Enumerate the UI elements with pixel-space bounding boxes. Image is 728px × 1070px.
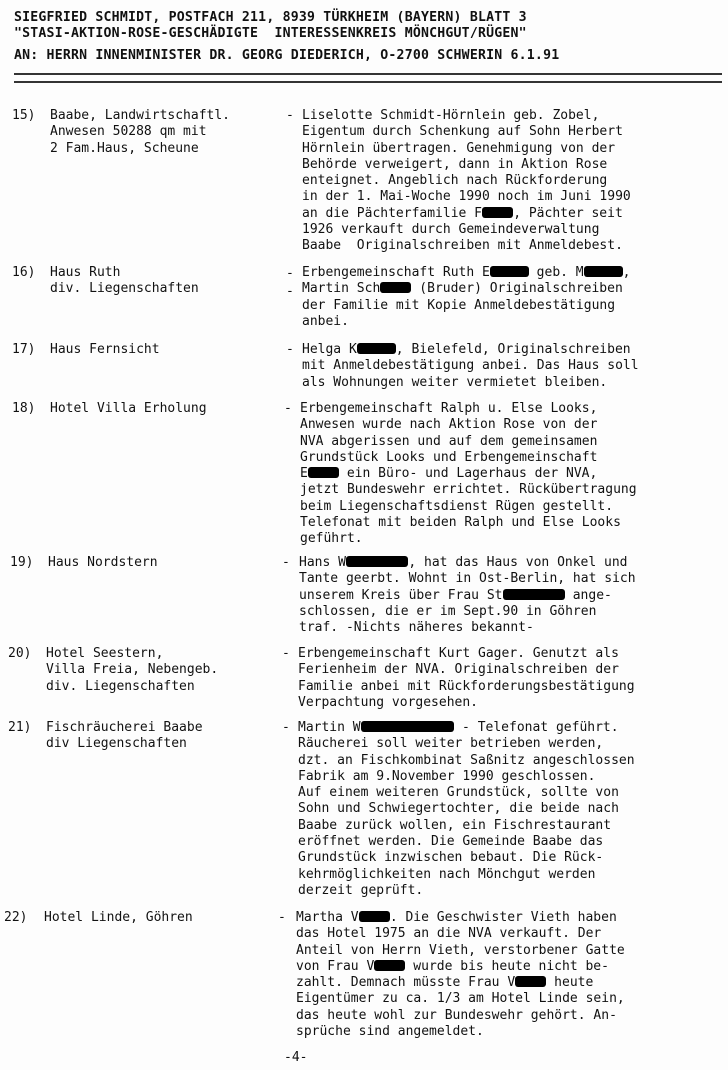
header-separator bbox=[14, 73, 722, 83]
entry-dash: - bbox=[278, 910, 286, 925]
entry-dash: - bbox=[284, 401, 292, 416]
subject-line: "STASI-AKTION-ROSE-GESCHÄDIGTE INTERESSENKREIS MÖNCHGUT/RÜGEN" bbox=[14, 26, 527, 41]
redaction-bar bbox=[490, 266, 529, 277]
entry-dash: - bbox=[282, 646, 290, 661]
entry-number: 19) bbox=[10, 555, 34, 570]
entry-property: Hotel Seestern, Villa Freia, Nebengeb. div. Liegenschaften bbox=[46, 646, 219, 694]
entry-number: 17) bbox=[12, 342, 36, 357]
entry-description: Erbengemeinschaft Ralph u. Else Looks, Anwesen wurde nach Aktion Rose von der NVA abgerissen und auf dem gemeinsamen Grundstück Looks und Erbengemeinschaft E ein Büro- und Lagerhaus der NVA, jetzt Bundeswehr errichtet. Rückübertragung beim Liegenschaftsdienst Rügen gestellt. Telefonat mit beiden Ralph und Else Looks geführt. bbox=[300, 401, 637, 547]
redaction-bar bbox=[346, 556, 408, 567]
entry-number: 20) bbox=[8, 646, 32, 661]
redaction-bar bbox=[308, 467, 339, 478]
recipient-line: AN: HERRN INNENMINISTER DR. GEORG DIEDERICH, O-2700 SCHWERIN 6.1.91 bbox=[14, 48, 560, 63]
entry-property: Haus Fernsicht bbox=[50, 342, 160, 357]
entry-number: 16) bbox=[12, 265, 36, 280]
redaction-bar bbox=[357, 343, 396, 354]
entry-description: Erbengemeinschaft Kurt Gager. Genutzt als Ferienheim der NVA. Originalschreiben der Familie anbei mit Rückforderungsbestätigung Verpachtung vorgesehen. bbox=[298, 646, 635, 710]
entry-dash: - - bbox=[286, 266, 294, 299]
entry-description: Martin W - Telefonat geführt. Räucherei soll weiter betrieben werden, dzt. an Fischkombinat Saßnitz angeschlossen Fabrik am 9.November 1990 geschlossen. Auf einem weiteren Grundstück, sollte von Sohn und Schwiegertochter, die beide nach Baabe zurück wollen, ein Fischrestaurant eröffnet werden. Die Gemeinde Baabe das Grundstück inzwischen bebaut. Die Rück- kehrmöglichkeiten nach Mönchgut werden derzeit geprüft. bbox=[298, 720, 635, 898]
redaction-bar bbox=[380, 282, 411, 293]
redaction-bar bbox=[359, 911, 390, 922]
entry-dash: - bbox=[286, 342, 294, 357]
entry-number: 21) bbox=[8, 720, 32, 735]
entry-property: Haus Ruth div. Liegenschaften bbox=[50, 265, 199, 297]
entry-number: 18) bbox=[12, 401, 36, 416]
redaction-bar bbox=[482, 207, 513, 218]
entry-property: Haus Nordstern bbox=[48, 555, 158, 570]
sender-line: SIEGFRIED SCHMIDT, POSTFACH 211, 8939 TÜRKHEIM (BAYERN) BLATT 3 bbox=[14, 10, 527, 25]
entry-description: Martha V . Die Geschwister Vieth haben das Hotel 1975 an die NVA verkauft. Der Anteil von Herrn Vieth, verstorbener Gatte von Frau V wurde bis heute nicht be- zahlt. Demnach müsste Frau V heute Eigentümer zu ca. 1/3 am Hotel Linde sein, das heute wohl zur Bundeswehr gehört. An- sprüche sind angemeldet. bbox=[296, 910, 625, 1040]
redaction-bar bbox=[503, 589, 565, 600]
page-number: -4- bbox=[284, 1050, 308, 1065]
entry-property: Fischräucherei Baabe div Liegenschaften bbox=[46, 720, 203, 752]
entry-description: Helga K , Bielefeld, Originalschreiben mit Anmeldebestätigung anbei. Das Haus soll als Wohnungen weiter vermietet bleiben. bbox=[302, 342, 639, 390]
entry-number: 22) bbox=[4, 910, 28, 925]
redaction-bar bbox=[515, 976, 546, 987]
entry-property: Hotel Villa Erholung bbox=[50, 401, 207, 416]
entry-dash: - bbox=[282, 720, 290, 735]
entry-description: Erbengemeinschaft Ruth E geb. M , Martin Sch (Bruder) Originalschreiben der Familie mit Kopie Anmeldebestätigung anbei. bbox=[302, 265, 631, 329]
redaction-bar bbox=[374, 960, 405, 971]
entry-description: Liselotte Schmidt-Hörnlein geb. Zobel, Eigentum durch Schenkung auf Sohn Herbert Hörnlein übertragen. Genehmigung von der Behörde verweigert, dann in Aktion Rose enteignet. Angeblich nach Rückforderung in der 1. Mai-Woche 1990 noch im Juni 1990 an die Pächterfamilie F , Pächter seit 1926 verkauft durch Gemeindeverwaltung Baabe Originalschreiben mit Anmeldebest. bbox=[302, 108, 631, 254]
entry-property: Hotel Linde, Göhren bbox=[44, 910, 193, 925]
entry-description: Hans W , hat das Haus von Onkel und Tante geerbt. Wohnt in Ost-Berlin, hat sich unserem Kreis über Frau St ange- schlossen, die er im Sept.90 in Göhren traf. -Nichts näheres bekannt- bbox=[299, 555, 636, 636]
entry-property: Baabe, Landwirtschaftl. Anwesen 50288 qm mit 2 Fam.Haus, Scheune bbox=[50, 108, 231, 156]
redaction-bar bbox=[361, 721, 455, 732]
entry-number: 15) bbox=[12, 108, 36, 123]
redaction-bar bbox=[584, 266, 623, 277]
letter-header bbox=[14, 10, 726, 64]
entry-dash: - bbox=[286, 108, 294, 123]
entry-dash: - bbox=[282, 555, 290, 570]
